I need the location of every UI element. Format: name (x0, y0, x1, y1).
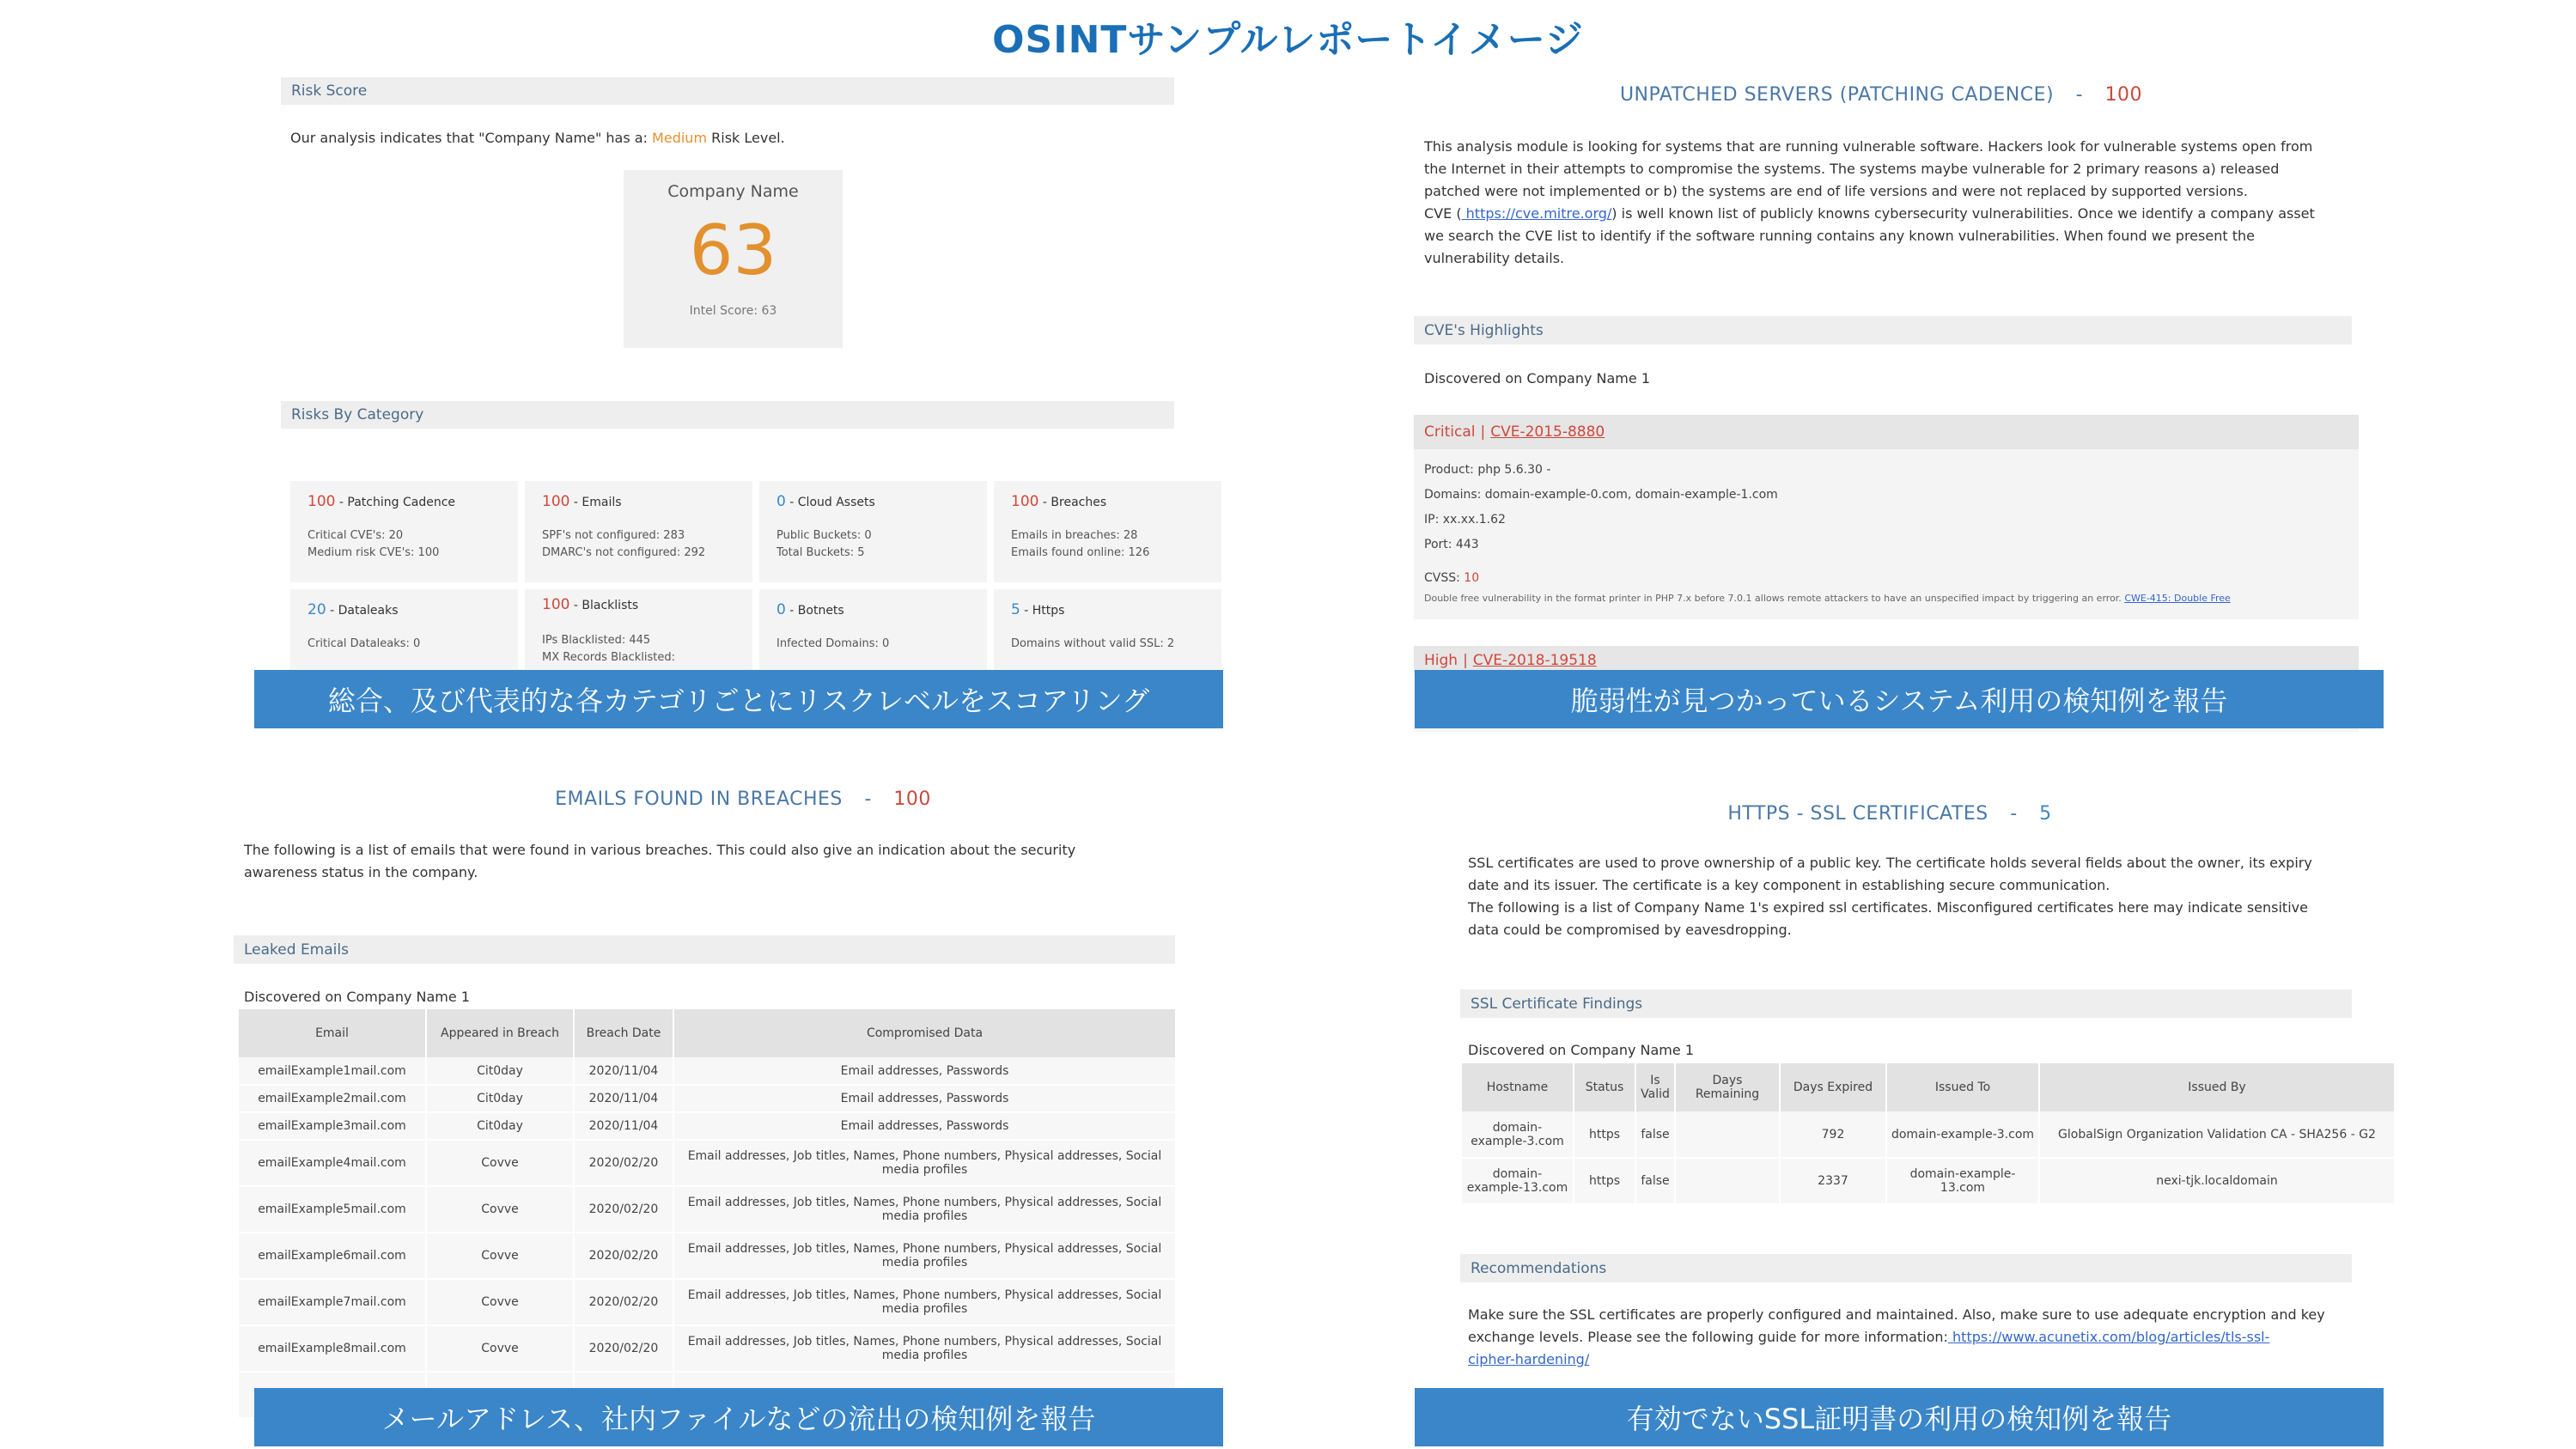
table-row (239, 1112, 1176, 1140)
risks-by-category-bar: Risks By Category (281, 401, 1174, 429)
score-card (624, 170, 843, 348)
cve-domains: Domains: domain-example-0.com, domain-example-1.com (1424, 488, 1778, 502)
email-cell: emailExample3mail.com (239, 1112, 426, 1140)
column-header: Hostname (1462, 1063, 1574, 1111)
card-line: Medium risk CVE's: 100 (308, 546, 440, 559)
date-cell: 2020/02/20 (574, 1325, 673, 1372)
card-value: 5 (1011, 601, 1020, 618)
column-header: Is Valid (1635, 1063, 1675, 1111)
ssl-description (1468, 852, 2378, 941)
cve-highlights-bar: CVE's Highlights (1414, 316, 2352, 344)
table-row (239, 1085, 1176, 1112)
issued-to-cell: domain-example-3.com (1886, 1111, 2039, 1158)
cve-separator: | (1463, 652, 1468, 669)
cve-ip: IP: xx.xx.1.62 (1424, 513, 1506, 527)
card-line: Public Buckets: 0 (776, 529, 872, 542)
analysis-prefix: Our analysis indicates that "Company Name" has a: (290, 130, 648, 146)
score-value: 63 (689, 210, 777, 290)
data-cell: Email addresses, Job titles, Names, Phone numbers, Physical addresses, Social media profiles (673, 1279, 1176, 1325)
banner-top-left: 総合、及び代表的な各カテゴリごとにリスクレベルをスコアリング (254, 670, 1223, 728)
paragraph-line: date and its issuer. The certificate is a key component in establishing secure communication. (1468, 877, 2110, 893)
recommendations-bar: Recommendations (1460, 1254, 2352, 1282)
card-value: 100 (542, 596, 570, 613)
paragraph-line: ) is well known list of publicly knowns cybersecurity vulnerabilities. Once we identify a company asset (1611, 205, 2315, 222)
page-title: OSINTサンプルレポートイメージ (992, 18, 1584, 62)
emails-score: 100 (893, 788, 931, 810)
risk-score-bar: Risk Score (281, 77, 1174, 105)
breach-cell: Cit0day (426, 1085, 574, 1112)
email-cell: emailExample4mail.com (239, 1140, 426, 1186)
paragraph-line: awareness status in the company. (244, 864, 478, 880)
cwe-link[interactable]: CWE-415: Double Free (2124, 593, 2231, 604)
analysis-suffix: Risk Level. (711, 130, 785, 146)
cve-id-link[interactable]: CVE-2018-19518 (1472, 652, 1597, 669)
email-cell: emailExample1mail.com (239, 1057, 426, 1085)
ssl-certificates-table (1462, 1063, 2396, 1201)
banner-bottom-left: メールアドレス、社内ファイルなどの流出の検知例を報告 (254, 1388, 1223, 1446)
email-cell: emailExample7mail.com (239, 1279, 426, 1325)
breach-cell: Cit0day (426, 1112, 574, 1140)
emails-discovered: Discovered on Company Name 1 (244, 989, 470, 1005)
table-row (239, 1325, 1176, 1372)
data-cell: Email addresses, Job titles, Names, Phone numbers, Physical addresses, Social media profiles (673, 1186, 1176, 1233)
card-line: Infected Domains: 0 (776, 637, 890, 650)
paragraph-line: CVE ( (1424, 205, 1462, 222)
column-header: Status (1574, 1063, 1635, 1111)
card-label: - Patching Cadence (338, 496, 455, 509)
data-cell: Email addresses, Passwords (673, 1112, 1176, 1140)
emails-title-text: EMAILS FOUND IN BREACHES (555, 788, 843, 810)
card-label: - Emails (573, 496, 622, 509)
breach-cell: Covve (426, 1233, 574, 1279)
date-cell: 2020/02/20 (574, 1140, 673, 1186)
valid-cell: false (1635, 1158, 1675, 1204)
table-row (1462, 1111, 2395, 1158)
hostname-cell: domain-example-3.com (1462, 1111, 1574, 1158)
column-header: Appeared in Breach (426, 1009, 574, 1057)
card-label: - Dataleaks (330, 604, 399, 618)
category-card-breaches (994, 481, 1221, 582)
card-line: Total Buckets: 5 (776, 546, 865, 559)
patching-score: 100 (2104, 84, 2143, 106)
paragraph-line: The following is a list of Company Name 1's expired ssl certificates. Misconfigured certificates here may indicate sensitive (1468, 899, 2308, 916)
paragraph-line: exchange levels. Please see the following guide for more information: (1468, 1329, 1948, 1345)
ssl-score: 5 (2039, 803, 2052, 825)
column-header: Issued By (2039, 1063, 2395, 1111)
emails-title (241, 788, 1245, 810)
patching-description (1424, 136, 2369, 270)
paragraph-line: This analysis module is looking for systems that are running vulnerable software. Hackers look for vulnerable systems open from (1424, 138, 2313, 155)
ssl-title-text: HTTPS - SSL CERTIFICATES (1727, 803, 1988, 825)
column-header: Breach Date (574, 1009, 673, 1057)
date-cell: 2020/11/04 (574, 1057, 673, 1085)
card-value: 100 (542, 493, 570, 510)
card-label: - Https (1024, 604, 1065, 618)
leaked-emails-table (239, 1009, 1177, 1387)
paragraph-line: SSL certificates are used to prove ownership of a public key. The certificate holds several fields about the owner, its expiry (1468, 855, 2312, 871)
data-cell: Email addresses, Job titles, Names, Phone numbers, Physical addresses, Social media profiles (673, 1233, 1176, 1279)
paragraph-line: Make sure the SSL certificates are properly configured and maintained. Also, make sure to use adequate encryption and key (1468, 1306, 2325, 1323)
banner-bottom-right: 有効でないSSL証明書の利用の検知例を報告 (1415, 1388, 2384, 1446)
date-cell: 2020/11/04 (574, 1085, 673, 1112)
breach-cell: Covve (426, 1186, 574, 1233)
ssl-discovered: Discovered on Company Name 1 (1468, 1042, 1694, 1058)
table-row (1462, 1158, 2395, 1204)
cve-port: Port: 443 (1424, 538, 1479, 551)
email-cell: emailExample8mail.com (239, 1325, 426, 1372)
data-cell: Email addresses, Passwords (673, 1085, 1176, 1112)
email-cell: emailExample6mail.com (239, 1233, 426, 1279)
remaining-cell (1675, 1111, 1780, 1158)
email-cell: emailExample5mail.com (239, 1186, 426, 1233)
paragraph-line: The following is a list of emails that were found in various breaches. This could also give an indication about the security (244, 842, 1076, 858)
risk-analysis-text (290, 127, 785, 149)
email-cell: emailExample2mail.com (239, 1085, 426, 1112)
table-row (239, 1233, 1176, 1279)
cve-id-link[interactable]: CVE-2015-8880 (1490, 423, 1605, 441)
leaked-emails-bar: Leaked Emails (234, 935, 1175, 964)
issued-by-cell: nexi-tjk.localdomain (2039, 1158, 2395, 1204)
card-label: - Breaches (1042, 496, 1107, 509)
paragraph-line: we search the CVE list to identify if the software running contains any known vulnerabilities. When found we present the (1424, 228, 2255, 244)
column-header: Issued To (1886, 1063, 2039, 1111)
data-cell: Email addresses, Passwords (673, 1057, 1176, 1085)
card-value: 100 (1011, 493, 1039, 510)
category-card-cloud (759, 481, 987, 582)
card-line: IPs Blacklisted: 445 (542, 634, 651, 647)
date-cell: 2020/02/20 (574, 1186, 673, 1233)
date-cell: 2020/02/20 (574, 1233, 673, 1279)
card-line: DMARC's not configured: 292 (542, 546, 706, 559)
card-line: Emails found online: 126 (1011, 546, 1150, 559)
paragraph-line: patched were not implemented or b) the systems are end of life versions and were not replaced by supported versions. (1424, 183, 2248, 199)
date-cell: 2020/11/04 (574, 1112, 673, 1140)
card-line: MX Records Blacklisted: (542, 651, 675, 664)
score-company: Company Name (667, 182, 799, 201)
column-header: Compromised Data (673, 1009, 1176, 1057)
expired-cell: 792 (1780, 1111, 1886, 1158)
cve-card-critical (1414, 415, 2359, 619)
card-value: 100 (308, 493, 336, 510)
column-header: Days Remaining (1675, 1063, 1780, 1111)
cve-severity: High (1424, 652, 1459, 669)
title-dash: - (2010, 803, 2018, 825)
cve-product: Product: php 5.6.30 - (1424, 463, 1551, 477)
acunetix-link-cont[interactable]: cipher-hardening/ (1468, 1351, 1590, 1367)
status-cell: https (1574, 1158, 1635, 1204)
card-value: 0 (776, 493, 786, 510)
intel-score: Intel Score: 63 (689, 304, 777, 318)
recommendations-text (1468, 1304, 2353, 1371)
paragraph-line: the Internet in their attempts to compromise the systems. The systems maybe vulnerable for 2 primary reasons a) released (1424, 161, 2280, 177)
table-row (239, 1057, 1176, 1085)
title-dash: - (864, 788, 872, 810)
card-value: 0 (776, 601, 786, 618)
breach-cell: Covve (426, 1279, 574, 1325)
card-line: Domains without valid SSL: 2 (1011, 637, 1175, 650)
breach-cell: Covve (426, 1140, 574, 1186)
banner-top-right: 脆弱性が見つかっているシステム利用の検知例を報告 (1415, 670, 2384, 728)
table-row (239, 1279, 1176, 1325)
paragraph-line: vulnerability details. (1424, 250, 1565, 266)
issued-to-cell: domain-example-13.com (1886, 1158, 2039, 1204)
card-label: - Blacklists (573, 599, 639, 612)
hostname-cell: domain-example-13.com (1462, 1158, 1574, 1204)
category-card-emails (525, 481, 752, 582)
cve-description: Double free vulnerability in the format printer in PHP 7.x before 7.0.1 allows remote attackers to have an unspecified impact by triggering an error. (1424, 593, 2122, 604)
column-header: Email (239, 1009, 426, 1057)
acunetix-link[interactable]: https://www.acunetix.com/blog/articles/tls-ssl- (1947, 1329, 2270, 1345)
data-cell: Email addresses, Job titles, Names, Phone numbers, Physical addresses, Social media profiles (673, 1140, 1176, 1186)
cve-severity: Critical (1424, 423, 1476, 441)
issued-by-cell: GlobalSign Organization Validation CA - SHA256 - G2 (2039, 1111, 2395, 1158)
ssl-findings-bar: SSL Certificate Findings (1460, 989, 2352, 1018)
valid-cell: false (1635, 1111, 1675, 1158)
title-dash: - (2075, 84, 2084, 106)
card-value: 20 (308, 601, 326, 618)
date-cell: 2020/02/20 (574, 1279, 673, 1325)
emails-description (244, 839, 1189, 884)
ssl-title (1409, 803, 2371, 825)
cve-header (1414, 415, 2359, 449)
cve-mitre-link[interactable]: https://cve.mitre.org/ (1461, 205, 1612, 222)
breach-cell: Cit0day (426, 1057, 574, 1085)
cve-separator: | (1480, 423, 1486, 441)
paragraph-line: data could be compromised by eavesdropping. (1468, 922, 1792, 938)
patching-title-text: UNPATCHED SERVERS (PATCHING CADENCE) (1619, 84, 2055, 106)
card-label: - Cloud Assets (789, 496, 875, 509)
risk-level: Medium (652, 130, 708, 146)
card-line: Emails in breaches: 28 (1011, 529, 1138, 542)
card-line: Critical Dataleaks: 0 (308, 637, 421, 650)
card-line: Critical CVE's: 20 (308, 529, 404, 542)
category-grid (290, 481, 1222, 679)
patching-discovered: Discovered on Company Name 1 (1424, 370, 1650, 387)
table-row (239, 1186, 1176, 1233)
card-label: - Botnets (789, 604, 844, 618)
cvss-label: CVSS: (1424, 571, 1460, 585)
cvss-value: 10 (1464, 571, 1480, 585)
data-cell: Email addresses, Job titles, Names, Phone numbers, Physical addresses, Social media profiles (673, 1325, 1176, 1372)
category-card-patching (290, 481, 518, 582)
expired-cell: 2337 (1780, 1158, 1886, 1204)
column-header: Days Expired (1780, 1063, 1886, 1111)
cve-details (1414, 449, 2359, 615)
card-line: SPF's not configured: 283 (542, 529, 685, 542)
status-cell: https (1574, 1111, 1635, 1158)
table-row (239, 1140, 1176, 1186)
breach-cell: Covve (426, 1325, 574, 1372)
patching-title (1409, 84, 2354, 106)
remaining-cell (1675, 1158, 1780, 1204)
